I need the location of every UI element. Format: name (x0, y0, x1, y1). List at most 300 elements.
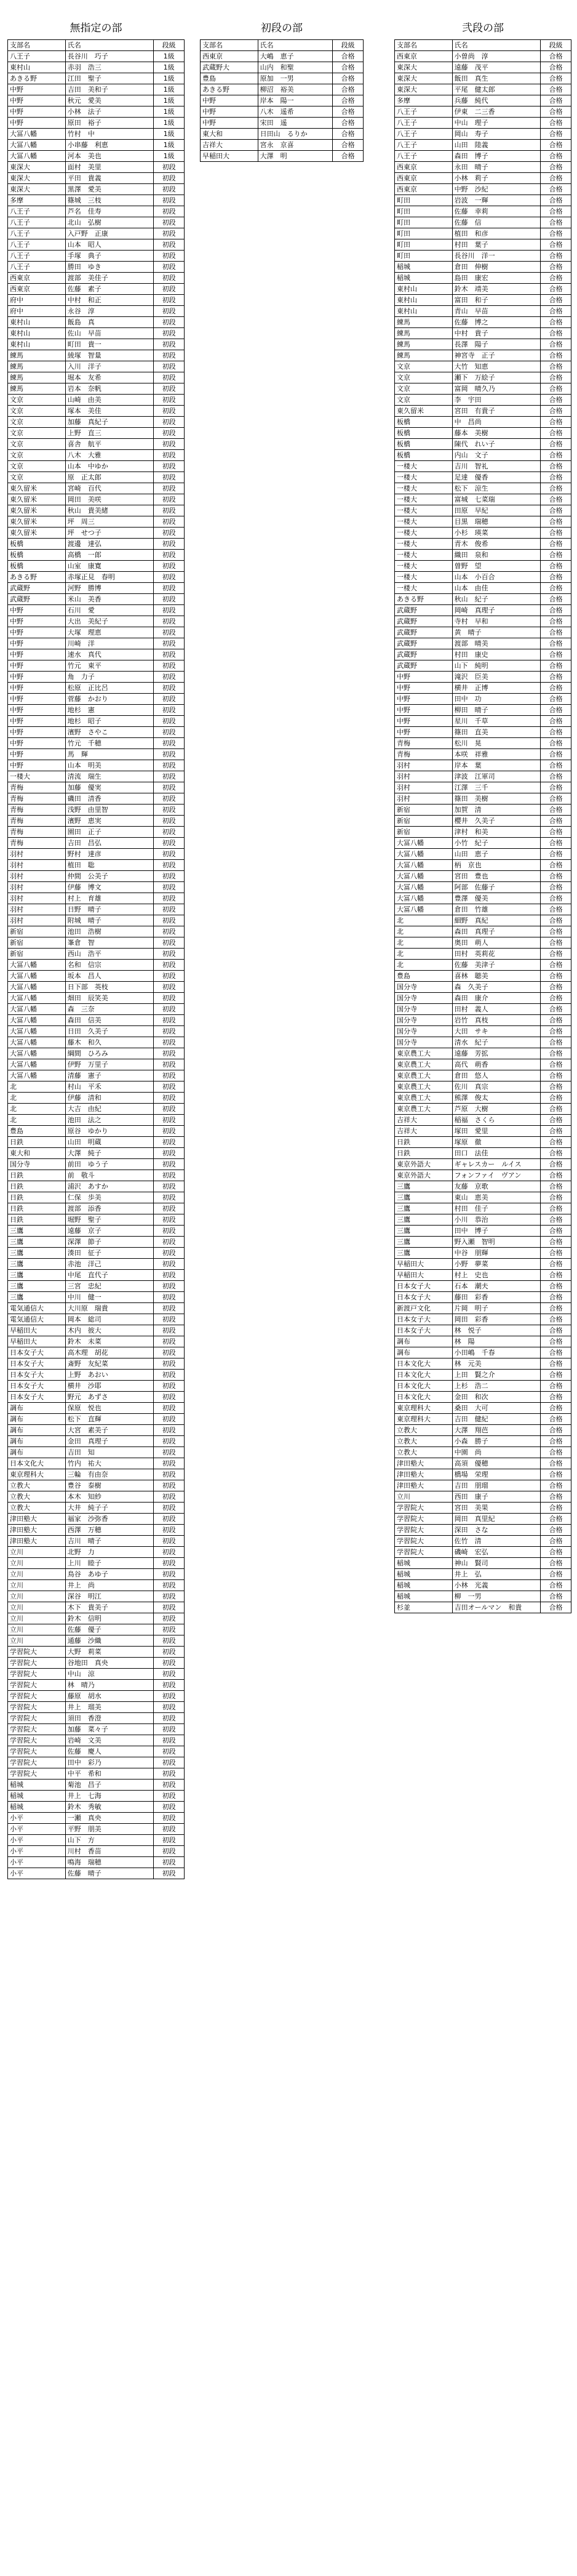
name-cell: 富田 和子 (452, 295, 541, 306)
grade-cell: 合格 (541, 262, 571, 273)
grade-cell: 合格 (333, 129, 364, 140)
grade-cell: 合格 (541, 217, 571, 228)
name-cell: 日野 晴子 (65, 904, 153, 915)
table-row (8, 960, 185, 971)
grade-cell: 初段 (154, 727, 185, 738)
grade-cell: 1級 (154, 73, 185, 84)
grade-cell: 初段 (154, 1137, 185, 1148)
table-row (395, 461, 571, 472)
branch-cell: 中野 (8, 727, 66, 738)
name-cell: 東山 恵美 (452, 1192, 541, 1203)
grade-cell: 初段 (154, 1281, 185, 1292)
grade-cell: 合格 (541, 793, 571, 804)
grade-cell: 合格 (541, 849, 571, 860)
grade-cell: 合格 (541, 1458, 571, 1469)
branch-cell: 大冨八幡 (395, 882, 453, 893)
branch-cell: 多摩 (8, 195, 66, 206)
table-row (395, 616, 571, 627)
grade-cell: 合格 (541, 1436, 571, 1447)
branch-cell: 津田塾大 (8, 1525, 66, 1536)
branch-cell: 青梅 (8, 793, 66, 804)
branch-cell: 立川 (8, 1624, 66, 1635)
grade-cell: 合格 (541, 295, 571, 306)
branch-cell: 八王子 (8, 251, 66, 262)
grade-cell: 初段 (154, 827, 185, 838)
grade-cell: 初段 (154, 1093, 185, 1104)
grade-cell: 合格 (541, 350, 571, 361)
name-cell: 田中 功 (452, 694, 541, 705)
branch-cell: 津田塾大 (395, 1458, 453, 1469)
grade-cell: 初段 (154, 1480, 185, 1491)
branch-cell: 三鷹 (395, 1214, 453, 1226)
grade-cell: 合格 (541, 417, 571, 428)
section-shodan (200, 17, 364, 162)
table-row (395, 1425, 571, 1436)
name-cell: 小田嶋 千春 (452, 1347, 541, 1358)
name-cell: 名和 信宗 (65, 960, 153, 971)
branch-cell: 国分寺 (395, 1004, 453, 1015)
name-cell: 山本 由佳 (452, 583, 541, 594)
table-row (8, 406, 185, 417)
table-row (395, 528, 571, 539)
grade-cell: 初段 (154, 505, 185, 516)
table-row (8, 993, 185, 1004)
name-cell: 佐藤 信 (452, 217, 541, 228)
name-cell: 野元 あずさ (65, 1392, 153, 1403)
table-row (8, 1558, 185, 1569)
branch-cell: 武蔵野 (8, 594, 66, 605)
name-cell: 遠藤 茂平 (452, 62, 541, 73)
table-row (395, 683, 571, 694)
name-cell: 上野 直三 (65, 428, 153, 439)
branch-cell: 学習院大 (8, 1680, 66, 1691)
grade-cell: 合格 (333, 118, 364, 129)
name-cell: 野村 達彦 (65, 849, 153, 860)
grade-cell: 初段 (154, 561, 185, 572)
table-row (8, 195, 185, 206)
name-cell: 中谷 朋輝 (452, 1248, 541, 1259)
grade-cell: 初段 (154, 361, 185, 372)
branch-cell: 練馬 (395, 339, 453, 350)
branch-cell: 早稲田大 (395, 1259, 453, 1270)
name-cell: 津村 和美 (452, 827, 541, 838)
table-row (395, 1026, 571, 1037)
name-cell: 芦名 佳寿 (65, 206, 153, 217)
table-row (8, 1713, 185, 1724)
table-row (8, 1070, 185, 1081)
branch-cell: 文京 (8, 472, 66, 483)
name-cell: 伊藤 清和 (65, 1093, 153, 1104)
branch-cell: 文京 (395, 361, 453, 372)
branch-cell: 練馬 (395, 350, 453, 361)
name-cell: 足達 優香 (452, 472, 541, 483)
name-cell: 曽野 望 (452, 561, 541, 572)
table-row (8, 1702, 185, 1713)
branch-cell: あきる野 (201, 84, 258, 95)
branch-cell: 大冨八幡 (8, 982, 66, 993)
name-cell: 飯島 真 (65, 317, 153, 328)
branch-cell: 調布 (8, 1447, 66, 1458)
table-row (8, 1303, 185, 1314)
grade-cell: 合格 (541, 561, 571, 572)
branch-cell: 日鉄 (8, 1203, 66, 1214)
grade-cell: 初段 (154, 694, 185, 705)
table-row (395, 1192, 571, 1203)
table-row (8, 871, 185, 882)
branch-cell: 中野 (8, 95, 66, 106)
branch-cell: 西東京 (395, 162, 453, 173)
table-row (395, 893, 571, 904)
grade-cell: 合格 (541, 760, 571, 771)
branch-cell: 八王子 (8, 206, 66, 217)
table-row (395, 1004, 571, 1015)
table-row (8, 1159, 185, 1170)
branch-cell: 日本文化大 (8, 1458, 66, 1469)
name-cell: 附城 晴子 (65, 915, 153, 926)
table-row (395, 1514, 571, 1525)
table-row (395, 284, 571, 295)
branch-cell: 立教大 (8, 1480, 66, 1491)
branch-cell: 大冨八幡 (8, 140, 66, 151)
branch-cell: 日鉄 (8, 1214, 66, 1226)
grade-cell: 合格 (541, 1159, 571, 1170)
name-cell: 村山 平禾 (65, 1081, 153, 1093)
table-row (395, 1458, 571, 1469)
table-row (8, 1347, 185, 1358)
table-row (395, 1093, 571, 1104)
table-row (8, 561, 185, 572)
name-cell: 大澤 明 (258, 151, 333, 162)
grade-cell: 合格 (541, 162, 571, 173)
branch-cell: 東久留米 (8, 505, 66, 516)
branch-cell: 学習院大 (395, 1503, 453, 1514)
name-cell: 仲間 公美子 (65, 871, 153, 882)
name-cell: 地杉 憲 (65, 705, 153, 716)
branch-cell: 三鷹 (8, 1226, 66, 1237)
name-cell: 高代 萌香 (452, 1059, 541, 1070)
grade-cell: 初段 (154, 771, 185, 782)
grade-cell: 初段 (154, 1004, 185, 1015)
grade-cell: 合格 (541, 62, 571, 73)
branch-cell: 大冨八幡 (8, 151, 66, 162)
branch-cell: 北 (8, 1081, 66, 1093)
grade-cell: 初段 (154, 716, 185, 727)
grade-cell: 初段 (154, 417, 185, 428)
name-cell: 深谷 明江 (65, 1591, 153, 1602)
grade-cell: 初段 (154, 317, 185, 328)
grade-cell: 初段 (154, 1680, 185, 1691)
branch-cell: 中野 (8, 118, 66, 129)
grade-cell: 初段 (154, 1059, 185, 1070)
branch-cell: 練馬 (8, 383, 66, 395)
table-row (395, 782, 571, 793)
grade-cell: 初段 (154, 904, 185, 915)
grade-cell: 合格 (541, 1370, 571, 1381)
table-row (201, 151, 364, 162)
grade-cell: 合格 (541, 1514, 571, 1525)
branch-cell: 津田塾大 (395, 1480, 453, 1491)
name-cell: 上田 賢之介 (452, 1370, 541, 1381)
name-cell: 林 陽 (452, 1336, 541, 1347)
branch-cell: 一楼大 (395, 516, 453, 528)
table-row (395, 505, 571, 516)
grade-cell: 初段 (154, 1358, 185, 1370)
table-row (395, 1115, 571, 1126)
name-cell: 木下 貴美子 (65, 1602, 153, 1613)
branch-cell: 羽村 (395, 782, 453, 793)
grade-cell: 合格 (541, 771, 571, 782)
grade-cell: 初段 (154, 1658, 185, 1669)
grade-cell: 合格 (541, 505, 571, 516)
branch-cell: 東村山 (8, 339, 66, 350)
name-cell: 大吉 由紀 (65, 1104, 153, 1115)
grade-cell: 初段 (154, 1547, 185, 1558)
name-cell: 八木 大雅 (65, 450, 153, 461)
table-row (395, 1148, 571, 1159)
name-cell: 岸本 葉 (452, 760, 541, 771)
table-row (8, 129, 185, 140)
grade-cell: 初段 (154, 871, 185, 882)
table-row (395, 184, 571, 195)
name-cell: 細野 真紀 (452, 915, 541, 926)
branch-cell: 青梅 (395, 738, 453, 749)
table-row (8, 1281, 185, 1292)
name-cell: 仁保 歩美 (65, 1192, 153, 1203)
grade-cell: 初段 (154, 1458, 185, 1469)
name-cell: 神宮寺 正子 (452, 350, 541, 361)
grade-cell: 初段 (154, 206, 185, 217)
grade-cell: 初段 (154, 738, 185, 749)
name-cell: 森田 博子 (452, 151, 541, 162)
table-row (8, 860, 185, 871)
table-row (395, 106, 571, 118)
name-cell: 岩竹 真枝 (452, 1015, 541, 1026)
table-row (395, 583, 571, 594)
branch-cell: 東久留米 (8, 483, 66, 494)
table-row (8, 184, 185, 195)
branch-cell: 一楼大 (8, 771, 66, 782)
branch-cell: 町田 (395, 206, 453, 217)
table-row (8, 1746, 185, 1757)
grade-cell: 合格 (541, 1392, 571, 1403)
grade-cell: 初段 (154, 1746, 185, 1757)
branch-cell: 学習院大 (8, 1647, 66, 1658)
table-row (8, 95, 185, 106)
branch-cell: 日本女子大 (8, 1358, 66, 1370)
name-cell: 黄 晴子 (452, 627, 541, 638)
branch-cell: 東深大 (8, 173, 66, 184)
name-cell: 田中 博子 (452, 1226, 541, 1237)
name-cell: 村上 育雄 (65, 893, 153, 904)
branch-cell: 羽村 (8, 893, 66, 904)
table-row (8, 683, 185, 694)
table-row (201, 140, 364, 151)
table-row (8, 638, 185, 649)
branch-cell: 大冨八幡 (395, 871, 453, 882)
table-row (395, 173, 571, 184)
name-cell: 山田 明蔵 (65, 1137, 153, 1148)
name-cell: 藤原 胡水 (65, 1691, 153, 1702)
table-row (8, 306, 185, 317)
name-cell: 伊藤 博文 (65, 882, 153, 893)
branch-cell: 立教大 (395, 1425, 453, 1436)
table-row (8, 782, 185, 793)
grade-cell: 初段 (154, 395, 185, 406)
grade-cell: 合格 (541, 461, 571, 472)
table-row (8, 395, 185, 406)
result-table (394, 39, 571, 1613)
grade-cell: 合格 (541, 273, 571, 284)
grade-cell: 初段 (154, 383, 185, 395)
branch-cell: 中野 (395, 705, 453, 716)
table-row (201, 84, 364, 95)
name-cell: 一瀬 真央 (65, 1813, 153, 1824)
grade-cell: 合格 (333, 140, 364, 151)
table-row (8, 106, 185, 118)
grade-cell: 初段 (154, 1635, 185, 1647)
branch-cell: 学習院大 (8, 1702, 66, 1713)
grade-cell: 初段 (154, 1026, 185, 1037)
table-row (395, 793, 571, 804)
table-row (8, 1569, 185, 1580)
table-row (8, 1325, 185, 1336)
grade-cell: 合格 (541, 51, 571, 62)
table-row (201, 95, 364, 106)
table-row (8, 838, 185, 849)
table-row (8, 705, 185, 716)
grade-cell: 合格 (541, 1547, 571, 1558)
grade-cell: 合格 (541, 1358, 571, 1370)
name-cell: 須田 香澄 (65, 1713, 153, 1724)
name-cell: 村上 史也 (452, 1270, 541, 1281)
table-row (8, 328, 185, 339)
table-row (395, 395, 571, 406)
branch-cell: 三鷹 (395, 1192, 453, 1203)
name-cell: 清藤 憲子 (65, 1070, 153, 1081)
table-row (8, 1724, 185, 1735)
grade-cell: 初段 (154, 937, 185, 949)
grade-cell: 合格 (541, 627, 571, 638)
branch-cell: 立川 (8, 1635, 66, 1647)
name-cell: 上野 あおい (65, 1370, 153, 1381)
branch-cell: 日鉄 (8, 1192, 66, 1203)
table-row (8, 550, 185, 561)
name-cell: 篠城 三枝 (65, 195, 153, 206)
table-row (8, 1059, 185, 1070)
table-row (8, 1104, 185, 1115)
name-cell: 面村 美里 (65, 162, 153, 173)
grade-cell: 合格 (541, 1237, 571, 1248)
name-cell: 小森 勝子 (452, 1436, 541, 1447)
table-row (8, 1602, 185, 1613)
grade-cell: 合格 (541, 605, 571, 616)
grade-cell: 初段 (154, 1048, 185, 1059)
name-cell: 綱間 ひろみ (65, 1048, 153, 1059)
grade-cell: 初段 (154, 1214, 185, 1226)
grade-header: 段級 (333, 40, 364, 51)
branch-cell: 大冨八幡 (395, 904, 453, 915)
name-cell: 松下 直輝 (65, 1414, 153, 1425)
grade-cell: 合格 (333, 73, 364, 84)
name-cell: 兵藤 純代 (452, 95, 541, 106)
table-row (8, 694, 185, 705)
branch-cell: 羽村 (395, 771, 453, 782)
grade-cell: 合格 (541, 616, 571, 627)
branch-cell: 立川 (8, 1558, 66, 1569)
table-row (8, 1358, 185, 1370)
branch-cell: 新渡戸文化 (395, 1303, 453, 1314)
table-row (395, 1325, 571, 1336)
grade-cell: 合格 (541, 1048, 571, 1059)
table-row (395, 450, 571, 461)
name-cell: 長澤 陽子 (452, 339, 541, 350)
table-row (395, 1104, 571, 1115)
name-cell: 長谷川 巧子 (65, 51, 153, 62)
name-cell: 秋山 紀子 (452, 594, 541, 605)
name-cell: 江田 聖子 (65, 73, 153, 84)
name-cell: 中園 尚 (452, 1447, 541, 1458)
grade-cell: 初段 (154, 1491, 185, 1503)
branch-cell: 大冨八幡 (395, 838, 453, 849)
name-cell: 塚本 美佳 (65, 406, 153, 417)
name-cell: 中川 健一 (65, 1292, 153, 1303)
grade-cell: 初段 (154, 1126, 185, 1137)
branch-cell: 大冨八幡 (395, 860, 453, 871)
branch-cell: 国分寺 (395, 993, 453, 1004)
branch-cell: 府中 (8, 295, 66, 306)
table-row (395, 206, 571, 217)
table-header (395, 40, 571, 51)
grade-cell: 1級 (154, 62, 185, 73)
grade-cell: 初段 (154, 239, 185, 251)
table-row (8, 1403, 185, 1414)
grade-cell: 初段 (154, 949, 185, 960)
branch-cell: 中野 (201, 118, 258, 129)
branch-cell: 三鷹 (395, 1237, 453, 1248)
name-cell: 木内 彼大 (65, 1325, 153, 1336)
grade-cell: 初段 (154, 472, 185, 483)
branch-cell: 立川 (8, 1602, 66, 1613)
branch-cell: 中野 (8, 649, 66, 660)
grade-cell: 初段 (154, 660, 185, 672)
table-row (395, 1602, 571, 1613)
table-row (8, 849, 185, 860)
grade-cell: 合格 (541, 893, 571, 904)
branch-cell: 小平 (8, 1835, 66, 1846)
branch-cell: 吉祥大 (395, 1115, 453, 1126)
grade-cell: 初段 (154, 528, 185, 539)
grade-cell: 初段 (154, 1292, 185, 1303)
branch-cell: 北 (395, 926, 453, 937)
name-cell: 林 晴乃 (65, 1680, 153, 1691)
branch-cell: 早稲田大 (8, 1336, 66, 1347)
name-cell: 神山 賢司 (452, 1558, 541, 1569)
table-row (8, 816, 185, 827)
branch-cell: 武蔵野 (395, 605, 453, 616)
table-row (8, 1791, 185, 1802)
grade-cell: 合格 (541, 472, 571, 483)
branch-cell: 中野 (395, 694, 453, 705)
name-cell: 原 正太郎 (65, 472, 153, 483)
grade-cell: 合格 (541, 1081, 571, 1093)
table-row (8, 262, 185, 273)
table-row (395, 1248, 571, 1259)
grade-cell: 合格 (333, 51, 364, 62)
table-row (8, 1270, 185, 1281)
table-row (8, 937, 185, 949)
branch-cell: 板橋 (395, 450, 453, 461)
table-row (8, 1547, 185, 1558)
